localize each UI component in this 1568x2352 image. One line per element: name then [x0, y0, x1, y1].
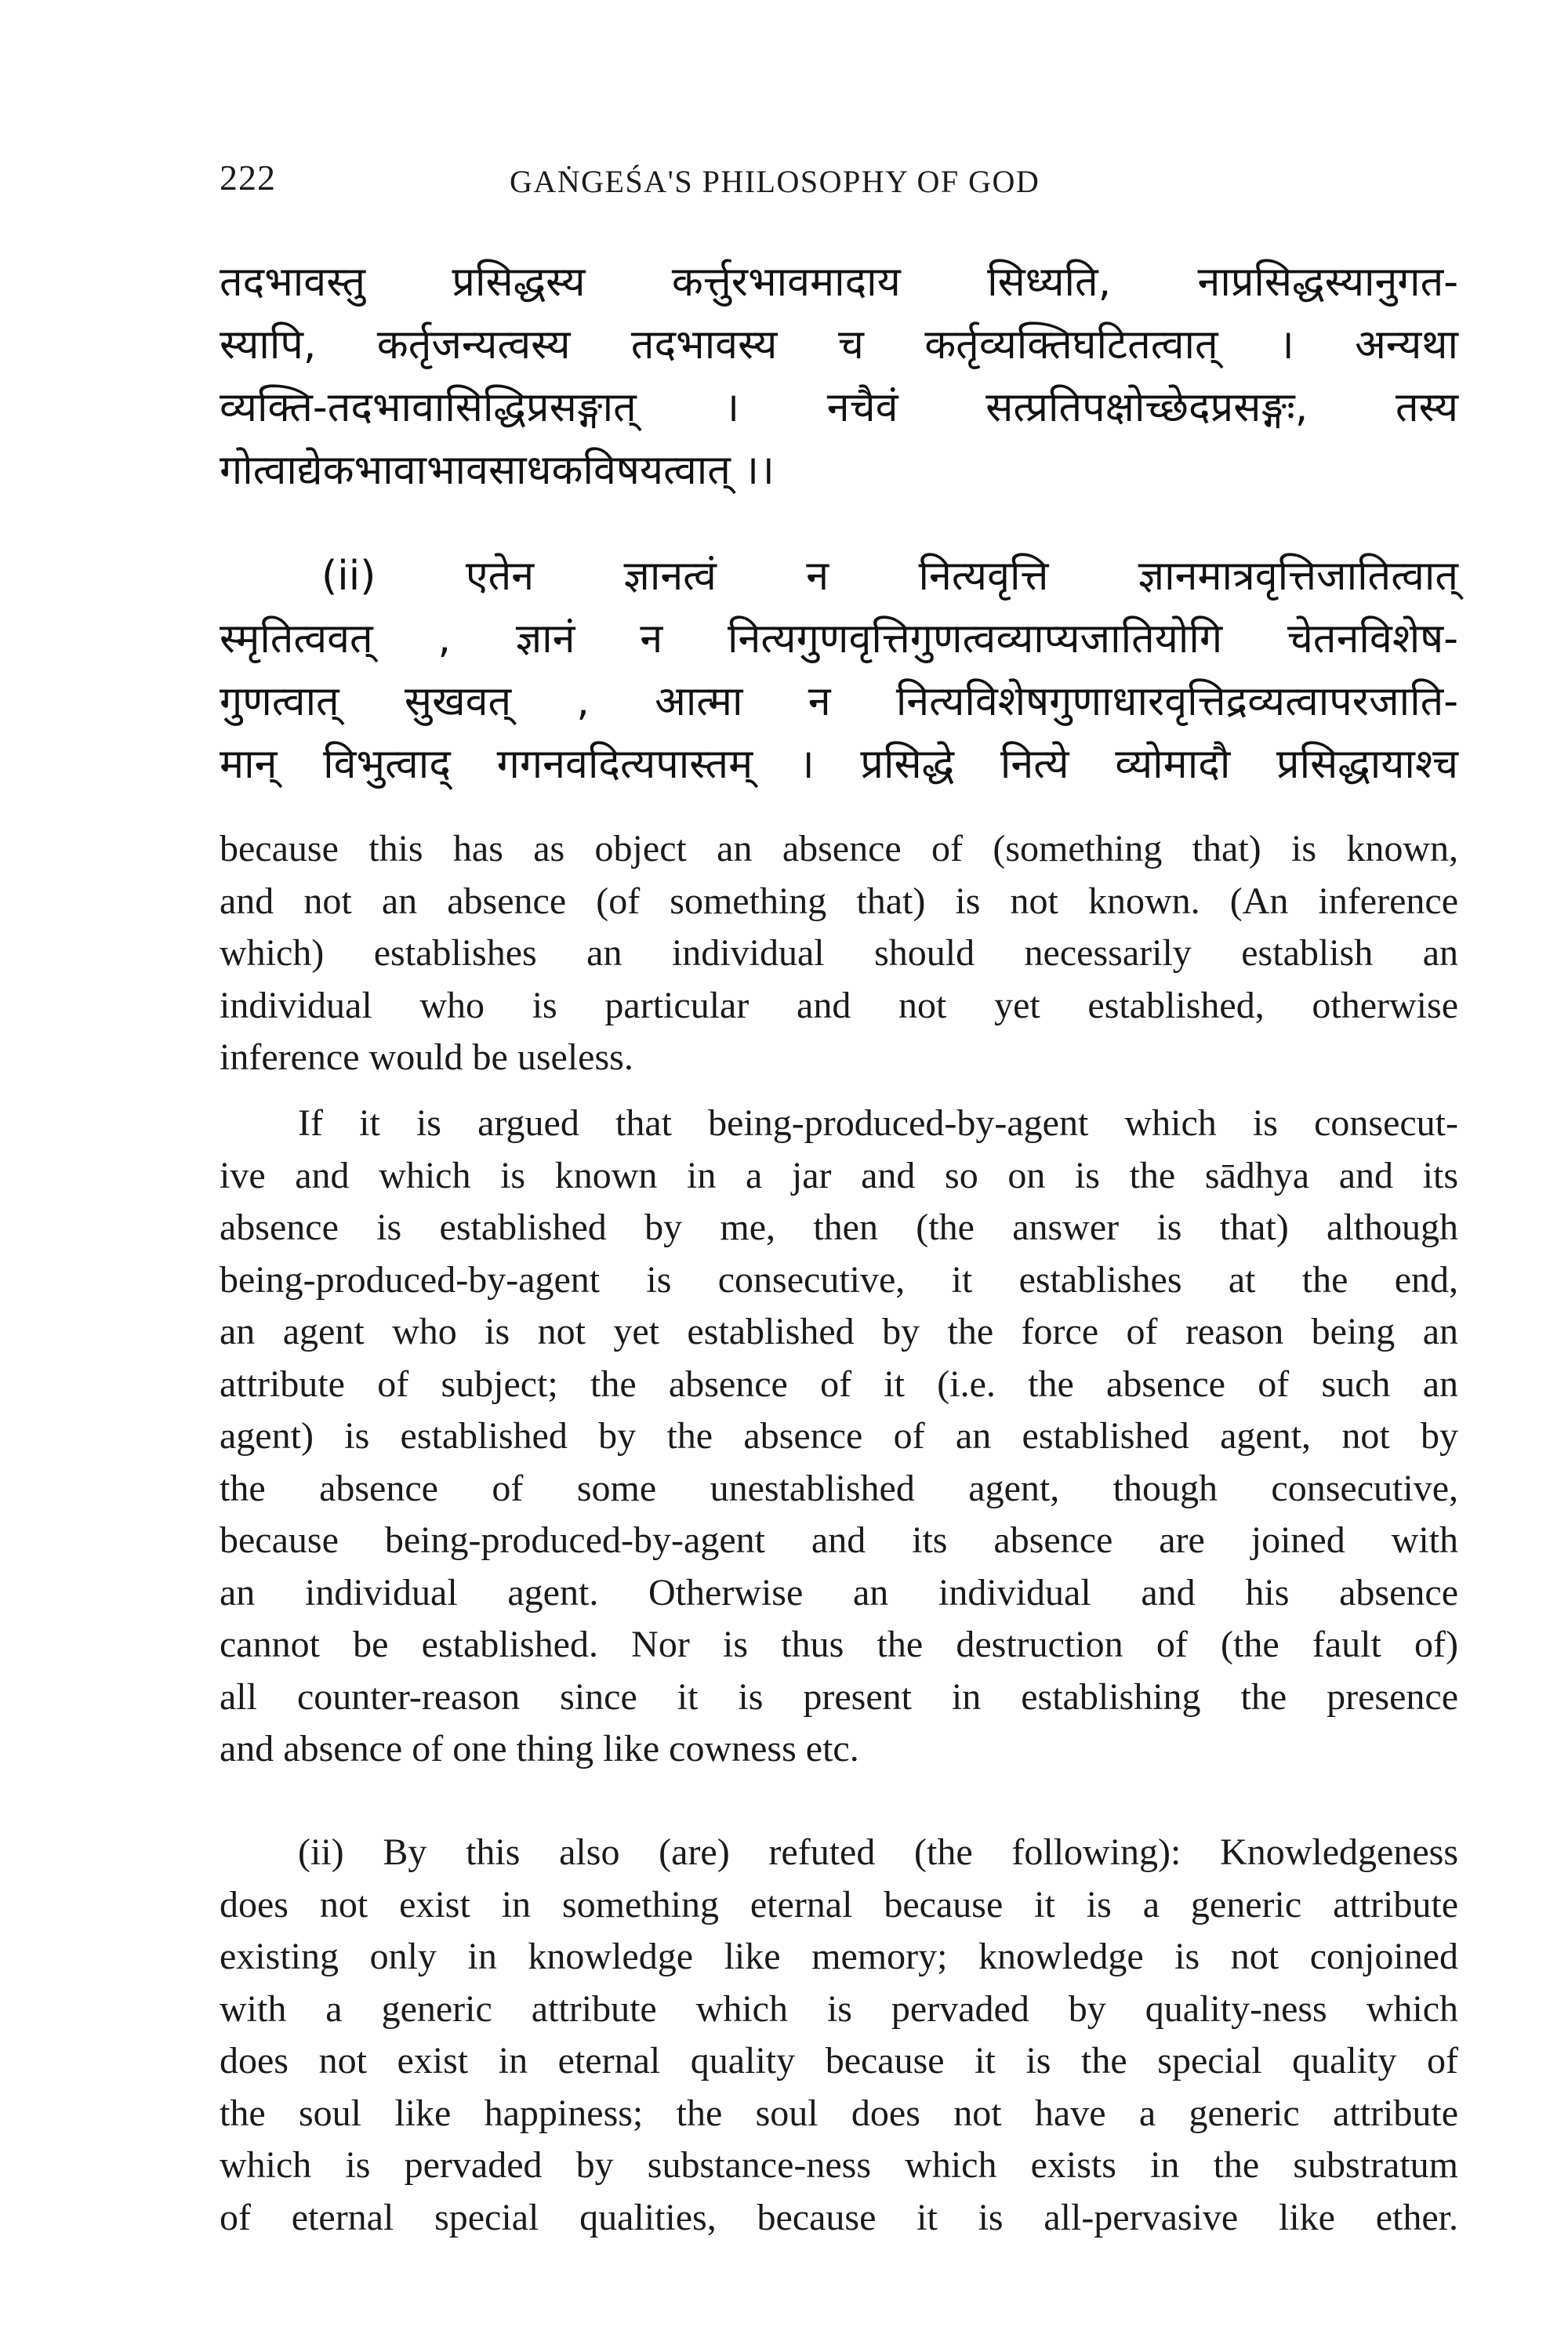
text-line: because this has as object an absence of (something that) is known, — [220, 828, 1458, 869]
sanskrit-line: मान् विभुत्वाद् गगनवदित्यपास्तम् । प्रसिद्धे नित्ये व्योमादौ प्रसिद्धायाश्च — [220, 741, 1458, 788]
text-line: an individual agent. Otherwise an individual and his absence — [220, 1571, 1458, 1613]
text-line: all counter-reason since it is present in establishing the presence — [220, 1675, 1458, 1718]
text-line: the soul like happiness; the soul does not have a generic attribute — [220, 2092, 1458, 2134]
english-paragraph-2 — [220, 1098, 1458, 1776]
sanskrit-line: गोत्वाद्येकभावाभावसाधकविषयत्वात् ।। — [220, 447, 775, 494]
sanskrit-passage-1 — [220, 251, 1458, 502]
page-header — [220, 157, 1458, 212]
sanskrit-line: तदभावस्तु प्रसिद्धस्य कर्त्तुरभावमादाय सिध्यति, नाप्रसिद्धस्यानुगत- — [220, 259, 1458, 306]
text-line: does not exist in something eternal because it is a generic attribute — [220, 1883, 1458, 1926]
running-title: GAṄGEŚA'S PHILOSOPHY OF GOD — [510, 164, 1040, 199]
text-line: of eternal special qualities, because it is all-pervasive like ether. — [220, 2196, 1458, 2238]
sanskrit-line: (ii) एतेन ज्ञानत्वं न नित्यवृत्ति ज्ञानमात्रवृत्तिजातित्वात् — [321, 553, 1458, 600]
sanskrit-line: व्यक्ति-तदभावासिद्धिप्रसङ्गात् । नचैवं सत्प्रतिपक्षोच्छेदप्रसङ्गः, तस्य — [220, 384, 1458, 431]
sanskrit-line: स्मृतित्ववत् , ज्ञानं न नित्यगुणवृत्तिगुणत्वव्याप्यजातियोगि चेतनविशेष- — [220, 615, 1458, 662]
text-line: attribute of subject; the absence of it (i.e. the absence of such an — [220, 1363, 1458, 1405]
english-paragraph-1 — [220, 823, 1458, 1084]
text-line: because being-produced-by-agent and its absence are joined with — [220, 1519, 1458, 1561]
sanskrit-line: गुणत्वात् सुखवत् , आत्मा न नित्यविशेषगुणाधारवृत्तिद्रव्यत्वापरजाति- — [220, 678, 1458, 725]
page-number: 222 — [220, 158, 276, 198]
text-line: absence is established by me, then (the answer is that) although — [220, 1207, 1458, 1248]
text-line: with a generic attribute which is pervaded by quality-ness which — [220, 1987, 1458, 2030]
sanskrit-passage-2 — [220, 545, 1458, 796]
text-line: does not exist in eternal quality because it is the special quality of — [220, 2040, 1458, 2082]
text-line: and not an absence (of something that) is not known. (An inference — [220, 880, 1458, 922]
text-line: individual who is particular and not yet established, otherwise — [220, 984, 1458, 1026]
text-line: and absence of one thing like cowness etc. — [220, 1728, 859, 1769]
text-line: inference would be useless. — [220, 1036, 633, 1078]
text-line: being-produced-by-agent is consecutive, it establishes at the end, — [220, 1258, 1458, 1301]
text-line: which is pervaded by substance-ness which exists in the substratum — [220, 2144, 1458, 2186]
sanskrit-line: स्यापि, कर्तृजन्यत्वस्य तदभावस्य च कर्तृव्यक्तिघटितत्वात् । अन्यथा — [220, 321, 1458, 368]
text-line: If it is argued that being-produced-by-agent which is consecut- — [298, 1102, 1458, 1144]
text-line: the absence of some unestablished agent, though consecutive, — [220, 1467, 1458, 1509]
text-line: agent) is established by the absence of an established agent, not by — [220, 1415, 1458, 1457]
text-line: ive and which is known in a jar and so on is the sādhya and its — [220, 1154, 1458, 1196]
text-line: (ii) By this also (are) refuted (the following): Knowledgeness — [298, 1831, 1458, 1873]
text-line: an agent who is not yet established by the force of reason being an — [220, 1311, 1458, 1352]
text-line: cannot be established. Nor is thus the destruction of (the fault of) — [220, 1624, 1458, 1665]
text-line: existing only in knowledge like memory; knowledge is not conjoined — [220, 1936, 1458, 1977]
english-paragraph-3 — [220, 1827, 1458, 2244]
text-line: which) establishes an individual should necessarily establish an — [220, 932, 1458, 974]
